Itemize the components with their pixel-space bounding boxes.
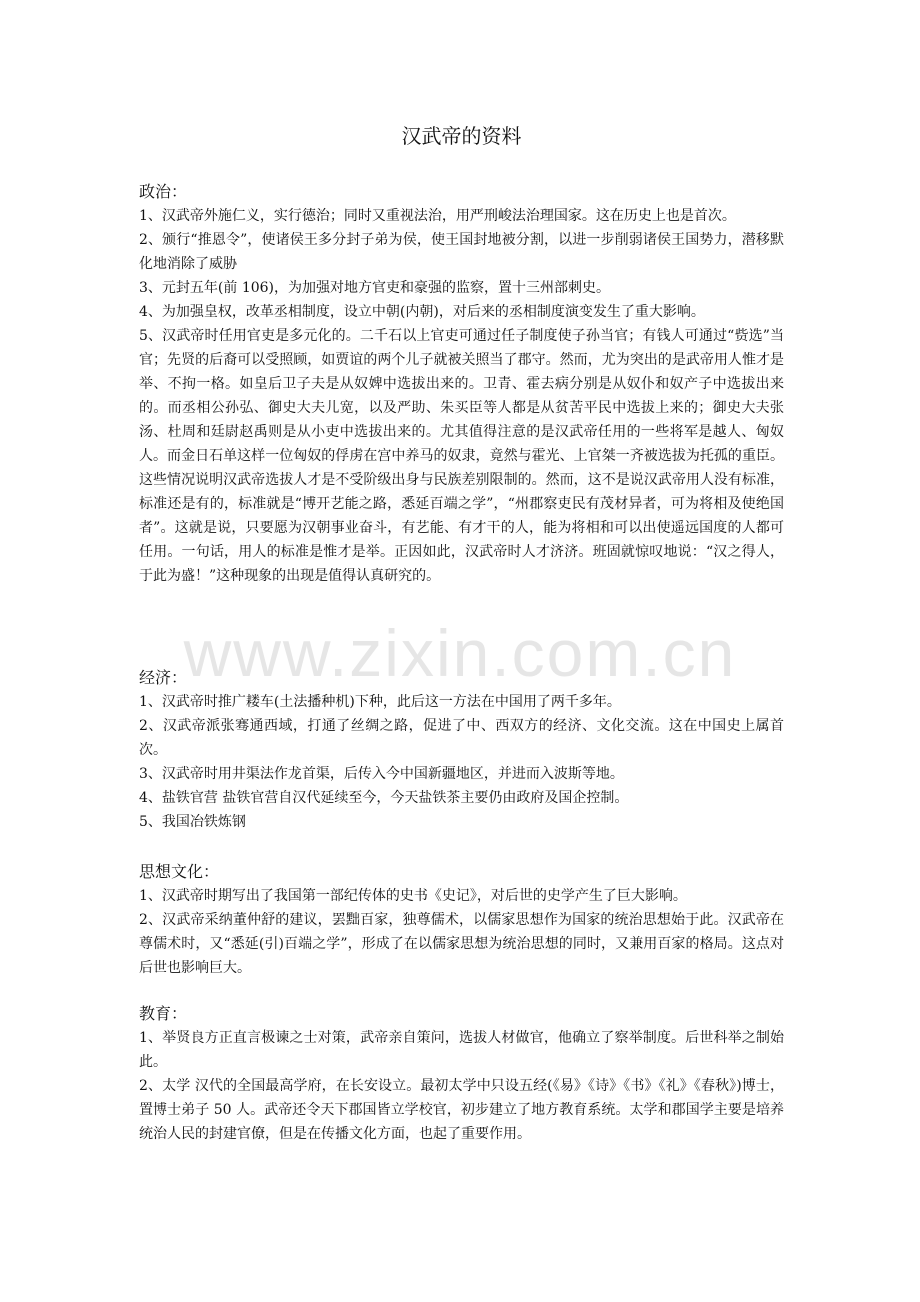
- section-economy: [139, 666, 784, 834]
- politics-item-2: 2、颁行“推恩令”，使诸侯王多分封子弟为侯，使王国封地被分割，以进一步削弱诸侯王国势力，潜移默化地消除了威胁: [139, 232, 784, 272]
- culture-item-2: 2、汉武帝采纳董仲舒的建议，罢黜百家，独尊儒术，以儒家思想作为国家的统治思想始于此。汉武帝在尊儒术时，又“悉延(引)百端之学”，形成了在以儒家思想为统治思想的同时，又兼用百家的格局。这点对后世也影响巨大。: [139, 912, 784, 976]
- section-education: [139, 1002, 784, 1146]
- politics-item-3: 3、元封五年(前 106)，为加强对地方官吏和豪强的监察，置十三州部刺史。: [139, 280, 611, 296]
- section-politics: [139, 180, 784, 588]
- section-heading-culture: 思想文化：: [139, 862, 220, 881]
- section-culture: [139, 860, 784, 980]
- watermark: www.zixin.com.cn: [183, 616, 737, 690]
- politics-item-4: 4、为加强皇权，改革丞相制度，设立中朝(内朝)，对后来的丞相制度演变发生了重大影响。: [139, 304, 705, 320]
- section-heading-economy: 经济：: [139, 668, 188, 687]
- culture-item-1: 1、汉武帝时期写出了我国第一部纪传体的史书《史记》，对后世的史学产生了巨大影响。: [139, 888, 687, 904]
- economy-item-5: 5、我国冶铁炼钢: [139, 814, 246, 830]
- politics-item-5: 5、汉武帝时任用官吏是多元化的。二千石以上官吏可通过任子制度使子孙当官；有钱人可通过“赀选”当官；先贤的后裔可以受照顾，如贾谊的两个儿子就被关照当了郡守。然而，尤为突出的是武帝用人惟才是举、不拘一格。如皇后卫子夫是从奴婢中选拔出来的。卫青、霍去病分别是从奴仆和奴产子中选拔出来的。而丞相公孙弘、御史大夫儿宽，以及严助、朱买臣等人都是从贫苦平民中选拔上来的；御史大夫张汤、杜周和廷尉赵禹则是从小吏中选拔出来的。尤其值得注意的是汉武帝任用的一些将军是越人、匈奴人。而金日石单这样一位匈奴的俘虏在宫中养马的奴隶，竟然与霍光、上官桀一齐被选拔为托孤的重臣。这些情况说明汉武帝选拔人才是不受阶级出身与民族差别限制的。然而，这不是说汉武帝用人没有标准，标准还是有的，标准就是“博开艺能之路，悉延百端之学”，“州郡察吏民有茂材异者，可为将相及使绝国者”。这就是说，只要愿为汉朝事业奋斗，有艺能、有才干的人，能为将相和可以出使遥远国度的人都可任用。一句话，用人的标准是惟才是举。正因如此，汉武帝时人才济济。班固就惊叹地说：“汉之得人，于此为盛！”这种现象的出现是值得认真研究的。: [139, 328, 784, 584]
- education-item-2: 2、太学 汉代的全国最高学府，在长安设立。最初太学中只设五经(《易》《诗》《书》《礼》《春秋》)博士，置博士弟子 50 人。武帝还令天下郡国皆立学校官，初步建立了地方教育系统。太学和郡国学主要是培养统治人民的封建官僚，但是在传播文化方面，也起了重要作用。: [139, 1078, 784, 1142]
- economy-item-4: 4、盐铁官营 盐铁官营自汉代延续至今，今天盐铁茶主要仍由政府及国企控制。: [139, 790, 629, 806]
- section-heading-politics: 政治：: [139, 182, 188, 201]
- politics-item-1: 1、汉武帝外施仁义，实行德治；同时又重视法治，用严刑峻法治理国家。这在历史上也是首次。: [139, 208, 736, 224]
- section-heading-education: 教育：: [139, 1004, 188, 1023]
- economy-item-3: 3、汉武帝时用井渠法作龙首渠，后传入今中国新疆地区，并进而入波斯等地。: [139, 766, 624, 782]
- document-title: 汉武帝的资料: [401, 124, 522, 148]
- economy-item-1: 1、汉武帝时推广耧车(土法播种机)下种，此后这一方法在中国用了两千多年。: [139, 694, 621, 710]
- economy-item-2: 2、汉武帝派张骞通西域，打通了丝绸之路，促进了中、西双方的经济、文化交流。这在中国史上属首次。: [139, 718, 784, 758]
- education-item-1: 1、举贤良方正直言极谏之士对策，武帝亲自策问，选拔人材做官，他确立了察举制度。后世科举之制始此。: [139, 1030, 784, 1070]
